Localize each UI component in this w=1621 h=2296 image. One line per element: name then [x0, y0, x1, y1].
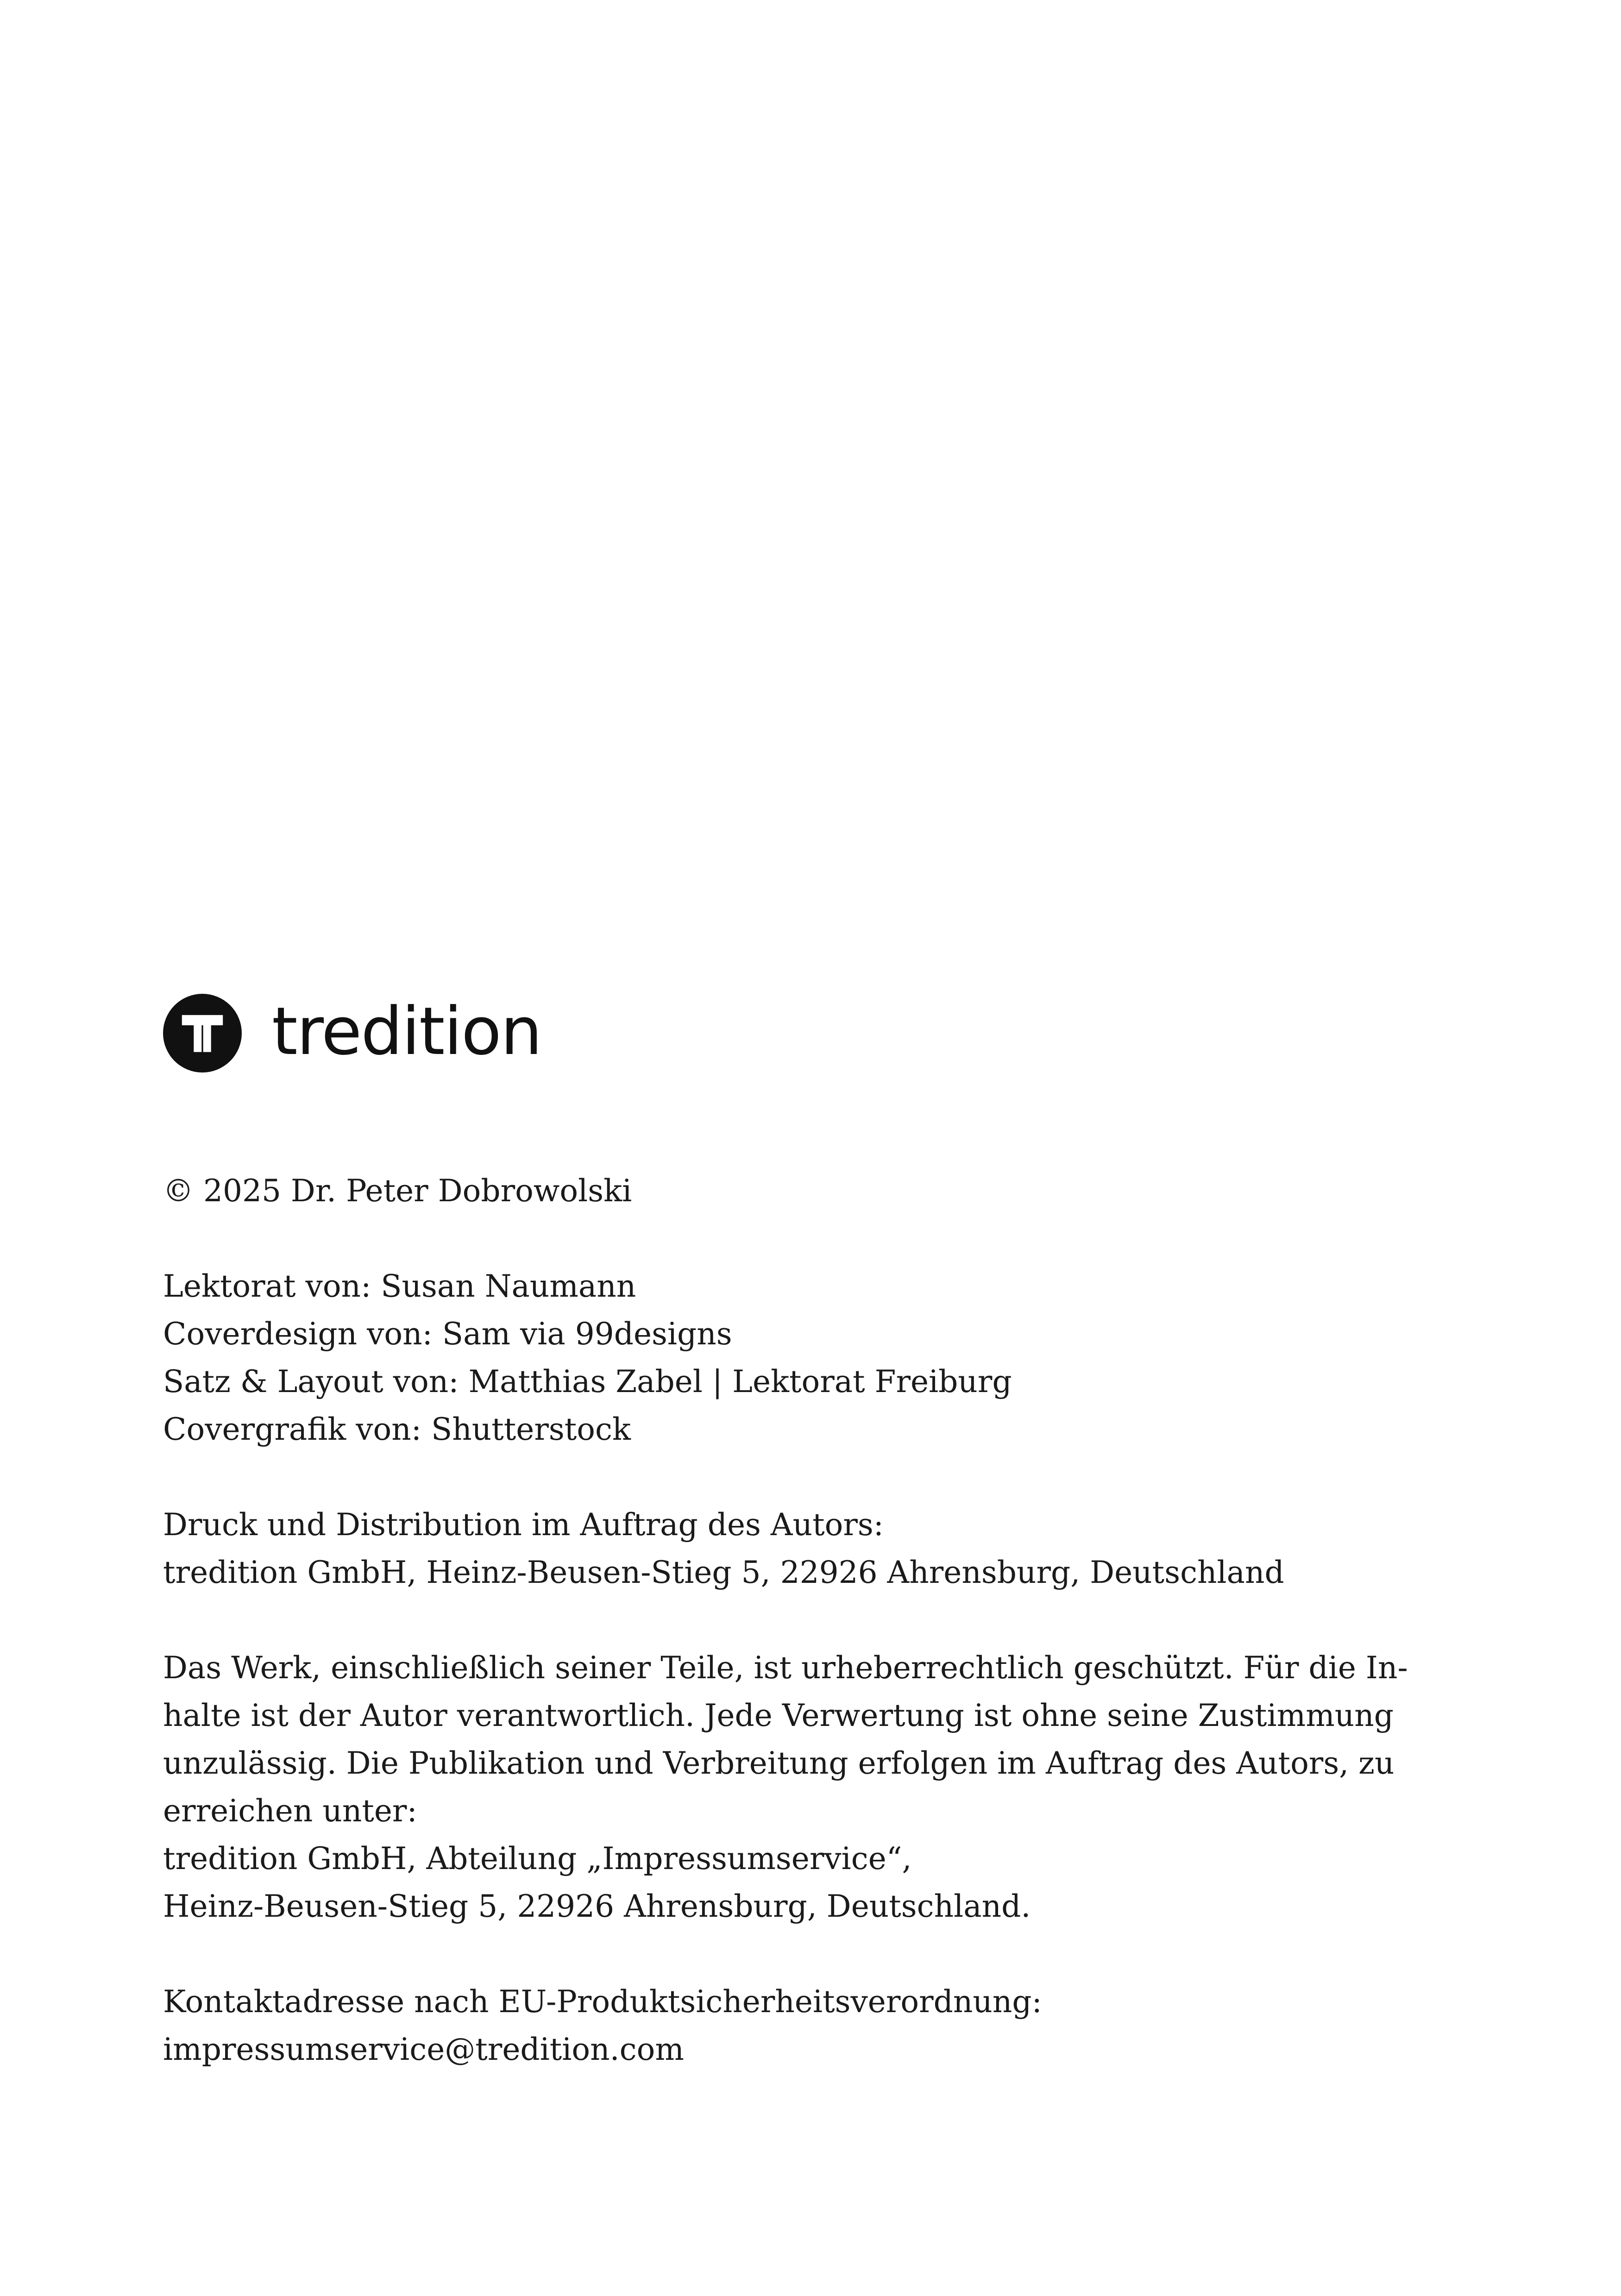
publisher-logo — [163, 993, 541, 1073]
credit-cover-graphic: Covergrafik von: Shutterstock — [163, 1411, 631, 1447]
imprint-text — [163, 1167, 1460, 2073]
distribution-address: tredition GmbH, Heinz-Beusen-Stieg 5, 22926 Ahrensburg, Deutschland — [163, 1555, 1284, 1590]
legal-line: Das Werk, einschließlich seiner Teile, ist urheberrechtlich geschützt. Für die In- — [163, 1650, 1408, 1686]
credit-cover-design: Coverdesign von: Sam via 99designs — [163, 1316, 732, 1352]
logo-wordmark: tredition — [272, 993, 541, 1070]
legal-line: halte ist der Autor verantwortlich. Jede Verwertung ist ohne seine Zustimmung — [163, 1698, 1394, 1733]
legal-line: unzulässig. Die Publikation und Verbreitung erfolgen im Auftrag des Autors, zu — [163, 1745, 1395, 1781]
tredition-logo-icon — [163, 994, 242, 1073]
copyright-line: © 2025 Dr. Peter Dobrowolski — [163, 1173, 632, 1209]
credit-editing: Lektorat von: Susan Naumann — [163, 1268, 636, 1304]
legal-line: erreichen unter: — [163, 1793, 417, 1829]
contact-email[interactable]: impressumservice@tredition.com — [163, 2032, 684, 2067]
contact-heading: Kontaktadresse nach EU-Produktsicherheitsverordnung: — [163, 1984, 1042, 2020]
legal-line: tredition GmbH, Abteilung „Impressumservice“, — [163, 1841, 912, 1876]
distribution-heading: Druck und Distribution im Auftrag des Autors: — [163, 1507, 884, 1543]
legal-line: Heinz-Beusen-Stieg 5, 22926 Ahrensburg, Deutschland. — [163, 1888, 1031, 1924]
credit-typesetting: Satz & Layout von: Matthias Zabel | Lektorat Freiburg — [163, 1364, 1012, 1399]
